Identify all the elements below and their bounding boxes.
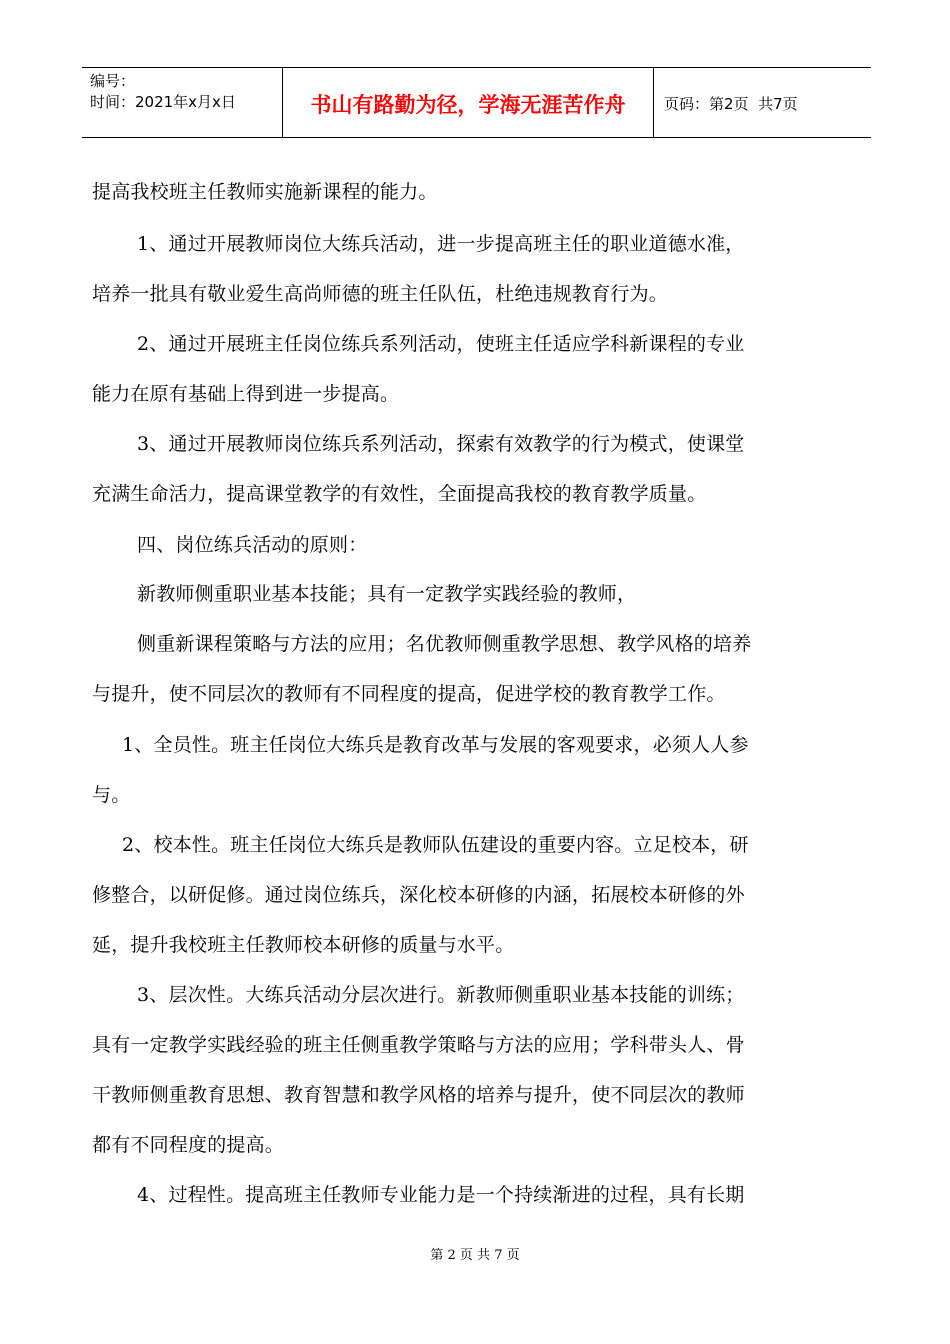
body-line: 2、通过开展班主任岗位练兵系列活动，使班主任适应学科新课程的专业 (137, 333, 745, 355)
body-line: 1、全员性。班主任岗位大练兵是教育改革与发展的客观要求，必须人人参 (122, 734, 749, 756)
header-motto: 书山有路勤为径，学海无涯苦作舟 (310, 93, 626, 117)
body-line: 新教师侧重职业基本技能；具有一定教学实践经验的教师， (137, 583, 637, 605)
body-line: 具有一定教学实践经验的班主任侧重教学策略与方法的应用；学科带头人、骨 (92, 1034, 745, 1056)
body-line: 4、过程性。提高班主任教师专业能力是一个持续渐进的过程，具有长期 (137, 1184, 745, 1206)
header-page-cell (654, 68, 871, 137)
body-line: 与。 (92, 784, 131, 806)
number-label: 编号： (90, 72, 136, 90)
body-line: 修整合，以研促修。通过岗位练兵，深化校本研修的内涵，拓展校本研修的外 (92, 884, 745, 906)
body-line: 2、校本性。班主任岗位大练兵是教师队伍建设的重要内容。立足校本，研 (122, 834, 749, 856)
header-motto-cell (283, 68, 654, 137)
time-label: 时间：2021年x月x日 (90, 93, 236, 111)
body-line: 都有不同程度的提高。 (92, 1134, 285, 1156)
body-line: 3、层次性。大练兵活动分层次进行。新教师侧重职业基本技能的训练； (137, 984, 745, 1006)
body-line: 充满生命活力，提高课堂教学的有效性，全面提高我校的教育教学质量。 (92, 483, 707, 505)
body-line: 侧重新课程策略与方法的应用；名优教师侧重教学思想、教学风格的培养 (137, 633, 752, 655)
body-line: 3、通过开展教师岗位练兵系列活动，探索有效教学的行为模式，使课堂 (137, 433, 745, 455)
section-heading: 四、岗位练兵活动的原则： (137, 534, 368, 556)
header-meta-cell (82, 68, 283, 137)
page-footer: 第 2 页 共 7 页 (430, 1248, 520, 1263)
body-line: 提高我校班主任教师实施新课程的能力。 (92, 181, 438, 203)
body-line: 与提升，使不同层次的教师有不同程度的提高，促进学校的教育教学工作。 (92, 683, 726, 705)
body-line: 培养一批具有敬业爱生高尚师德的班主任队伍，杜绝违规教育行为。 (92, 283, 669, 305)
header-page-label: 页码：第2页 共7页 (664, 95, 798, 113)
body-line: 能力在原有基础上得到进一步提高。 (92, 383, 400, 405)
page-header (82, 67, 871, 138)
body-line: 1、通过开展教师岗位大练兵活动，进一步提高班主任的职业道德水准， (137, 233, 745, 255)
body-line: 干教师侧重教育思想、教育智慧和教学风格的培养与提升，使不同层次的教师 (92, 1084, 745, 1106)
body-line: 延，提升我校班主任教师校本研修的质量与水平。 (92, 934, 515, 956)
